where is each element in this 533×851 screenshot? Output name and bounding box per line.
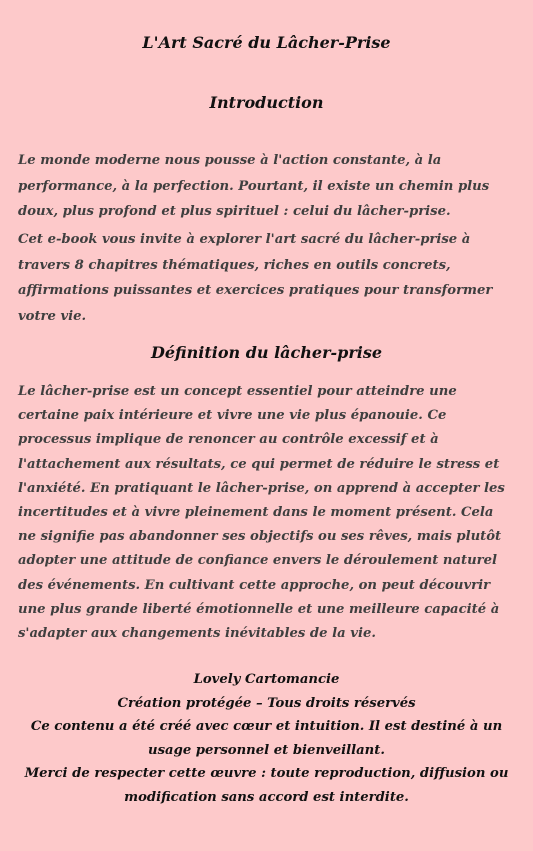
footer-rights: Création protégée – Tous droits réservés	[117, 695, 416, 711]
definition-heading: Définition du lâcher-prise	[150, 343, 383, 362]
footer-notice: Merci de respecter cette œuvre : toute reproduction, diffusion ou modification sans accord est interdite.	[24, 766, 509, 805]
copyright-footer	[0, 668, 533, 809]
definition-paragraph: Le lâcher-prise est un concept essentiel pour atteindre une certaine paix intérieure et vivre une vie plus épanouie. Ce processus implique de renoncer au contrôle excessif et à l'attachement aux résultats, ce qui permet de réduire le stress et l'anxiété. En pratiquant le lâcher-prise, on apprend à accepter les incertitudes et à vivre pleinement dans le moment présent. Cela ne signifie pas abandonner ses objectifs ou ses rêves, mais plutôt adopter une attitude de confiance envers le déroulement naturel des événements. En cultivant cette approche, on peut découvrir une plus grande liberté émotionnelle et une meilleure capacité à s'adapter aux changements inévitables de la vie.	[18, 384, 505, 642]
document-title: L'Art Sacré du Lâcher-Prise	[142, 33, 391, 52]
introduction-heading: Introduction	[209, 93, 324, 112]
footer-author: Lovely Cartomancie	[193, 672, 340, 687]
introduction-paragraph-1: Le monde moderne nous pousse à l'action constante, à la performance, à la perfection. Pourtant, il existe un chemin plus doux, plus profond et plus spirituel : celui du lâcher-prise.	[18, 153, 490, 220]
footer-note: Ce contenu a été créé avec cœur et intuition. Il est destiné à un usage personnel et bienveillant.	[30, 719, 503, 758]
introduction-paragraph-2: Cet e-book vous invite à explorer l'art sacré du lâcher-prise à travers 8 chapitres thématiques, riches en outils concrets, affirmations puissantes et exercices pratiques pour transformer votre vie.	[18, 232, 493, 324]
